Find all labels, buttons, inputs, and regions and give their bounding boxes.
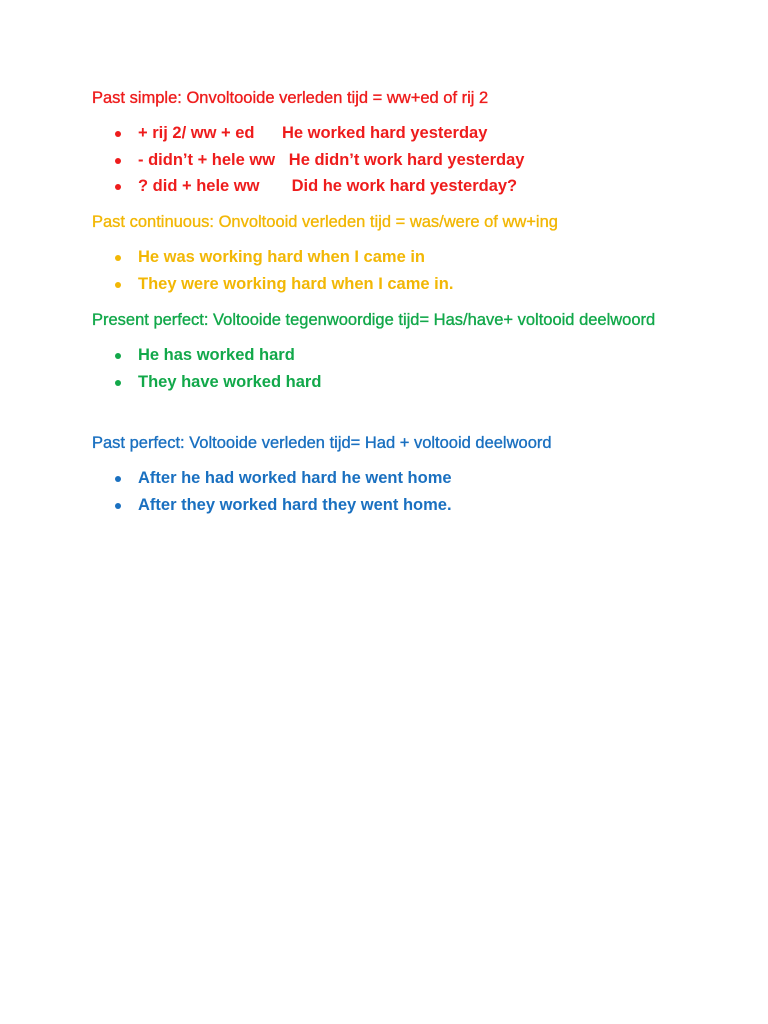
- section-present-perfect: [92, 308, 692, 395]
- bullet-icon: [115, 158, 121, 164]
- list-item-text: He has worked hard: [138, 346, 295, 364]
- list-item-text: After he had worked hard he went home: [138, 469, 452, 487]
- section-past-continuous: [92, 210, 692, 297]
- bullet-icon: [115, 131, 121, 137]
- section-past-simple: [92, 86, 692, 200]
- bullet-list: [92, 244, 692, 297]
- list-item: [92, 465, 692, 492]
- bullet-icon: [115, 476, 121, 482]
- list-item-text: They have worked hard: [138, 372, 322, 391]
- list-item-text: ? did + hele ww Did he work hard yesterday?: [138, 177, 518, 195]
- bullet-icon: [115, 184, 121, 190]
- section-heading: Past continuous: Onvoltooid verleden tijd = was/were of ww+ing: [92, 213, 558, 231]
- list-item-text: - didn’t + hele ww He didn’t work hard yesterday: [138, 150, 525, 169]
- bullet-icon: [115, 353, 121, 359]
- bullet-list: [92, 342, 692, 395]
- bullet-icon: [115, 255, 121, 261]
- section-past-perfect: [92, 431, 692, 518]
- section-heading: Past simple: Onvoltooide verleden tijd = ww+ed of rij 2: [92, 89, 489, 107]
- section-heading: Present perfect: Voltooide tegenwoordige tijd= Has/have+ voltooid deelwoord: [92, 311, 656, 329]
- list-item: [92, 147, 692, 174]
- list-item-text: After they worked hard they went home.: [138, 495, 452, 514]
- list-item-text: They were working hard when I came in.: [138, 274, 454, 293]
- bullet-list: [92, 120, 692, 200]
- list-item-text: He was working hard when I came in: [138, 248, 425, 266]
- list-item: [92, 120, 692, 147]
- bullet-icon: [115, 282, 121, 288]
- list-item: [92, 173, 692, 200]
- list-item: [92, 271, 692, 298]
- section-heading: Past perfect: Voltooide verleden tijd= Had + voltooid deelwoord: [92, 434, 552, 452]
- list-item: [92, 492, 692, 519]
- list-item-text: + rij 2/ ww + ed He worked hard yesterday: [138, 124, 488, 142]
- bullet-icon: [115, 380, 121, 386]
- bullet-icon: [115, 503, 121, 509]
- bullet-list: [92, 465, 692, 518]
- list-item: [92, 342, 692, 369]
- list-item: [92, 244, 692, 271]
- list-item: [92, 369, 692, 396]
